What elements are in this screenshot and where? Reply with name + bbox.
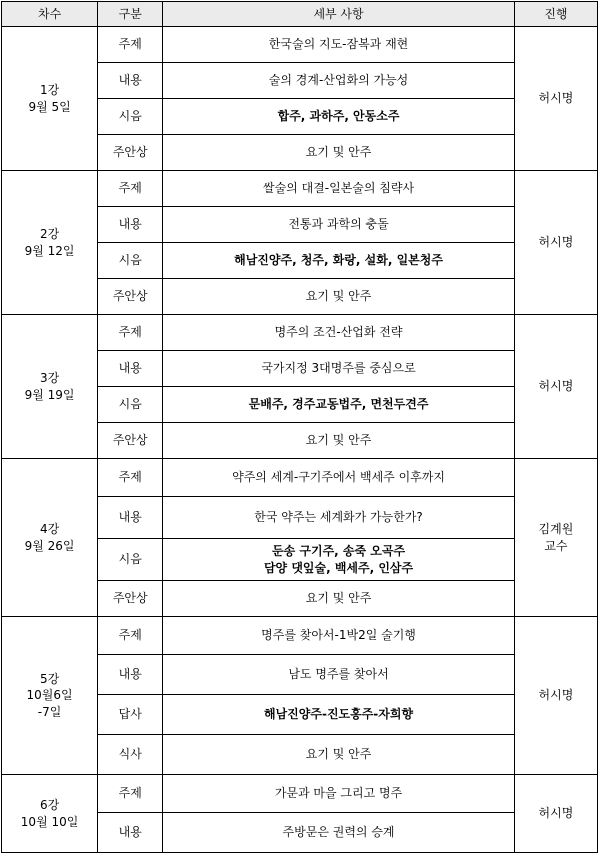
- session-cell: [2, 171, 98, 315]
- schedule-table: [1, 1, 598, 853]
- table-row: [2, 27, 598, 63]
- category-cell: 식사: [98, 735, 163, 775]
- detail-cell: 주방문은 권력의 승계: [163, 813, 515, 853]
- session-cell: [2, 617, 98, 775]
- leader-cell: 허시명: [514, 617, 597, 775]
- detail-cell: 약주의 세계-구기주에서 백세주 이후까지: [163, 459, 515, 497]
- category-cell: 내용: [98, 351, 163, 387]
- category-cell: 주제: [98, 27, 163, 63]
- category-cell: 주제: [98, 315, 163, 351]
- detail-cell: 요기 및 안주: [163, 135, 515, 171]
- detail-cell: 술의 경계-산업화의 가능성: [163, 63, 515, 99]
- session-cell: [2, 27, 98, 171]
- detail-cell: 합주, 과하주, 안동소주: [163, 99, 515, 135]
- detail-line: 둔송 구기주, 송죽 오곡주: [272, 544, 406, 559]
- session-date: 9월 12일: [24, 243, 75, 258]
- category-cell: 주제: [98, 459, 163, 497]
- leader-cell: 허시명: [514, 775, 597, 853]
- category-cell: 주안상: [98, 581, 163, 617]
- detail-cell: 전통과 과학의 충돌: [163, 207, 515, 243]
- category-cell: 주제: [98, 617, 163, 655]
- detail-cell: [163, 539, 515, 581]
- session-cell: [2, 459, 98, 617]
- session-title: 3강: [39, 371, 60, 386]
- session-date: 10월6일: [26, 688, 73, 703]
- session-date: 9월 5일: [28, 99, 71, 114]
- session-title: 4강: [39, 522, 60, 537]
- category-cell: 내용: [98, 813, 163, 853]
- detail-cell: 요기 및 안주: [163, 735, 515, 775]
- detail-cell: 명주를 찾아서-1박2일 술기행: [163, 617, 515, 655]
- detail-cell: 요기 및 안주: [163, 423, 515, 459]
- session-date: 10월 10일: [20, 814, 79, 829]
- leader-cell: 허시명: [514, 315, 597, 459]
- session-date: -7일: [37, 704, 62, 719]
- detail-cell: 요기 및 안주: [163, 279, 515, 315]
- table-row: [2, 459, 598, 497]
- detail-cell: 한국 약주는 세계화가 가능한가?: [163, 497, 515, 539]
- detail-cell: 해남진양주-진도홍주-자희향: [163, 695, 515, 735]
- session-date: 9월 19일: [24, 387, 75, 402]
- category-cell: 시음: [98, 387, 163, 423]
- header-details: 세부 사항: [163, 2, 515, 27]
- session-title: 1강: [39, 83, 60, 98]
- detail-line: 담양 댓잎술, 백세주, 인삼주: [263, 560, 414, 575]
- session-title: 5강: [39, 672, 60, 687]
- category-cell: 내용: [98, 497, 163, 539]
- session-title: 2강: [39, 227, 60, 242]
- detail-cell: 쌀술의 대결-일본술의 침략사: [163, 171, 515, 207]
- category-cell: 주제: [98, 775, 163, 813]
- leader-title: 교수: [544, 538, 568, 553]
- detail-cell: 국가지정 3대명주를 중심으로: [163, 351, 515, 387]
- category-cell: 시음: [98, 99, 163, 135]
- table-row: [2, 617, 598, 655]
- session-date: 9월 26일: [24, 538, 75, 553]
- table-row: [2, 171, 598, 207]
- category-cell: 답사: [98, 695, 163, 735]
- detail-cell: 문배주, 경주교동법주, 면천두견주: [163, 387, 515, 423]
- category-cell: 시음: [98, 243, 163, 279]
- detail-cell: 한국술의 지도-잠복과 재현: [163, 27, 515, 63]
- detail-cell: 해남진양주, 청주, 화랑, 설화, 일본청주: [163, 243, 515, 279]
- header-session: 차수: [2, 2, 98, 27]
- category-cell: 내용: [98, 655, 163, 695]
- category-cell: 주제: [98, 171, 163, 207]
- detail-cell: 요기 및 안주: [163, 581, 515, 617]
- leader-cell: [514, 459, 597, 617]
- detail-cell: 명주의 조건-산업화 전략: [163, 315, 515, 351]
- table-row: [2, 775, 598, 813]
- header-leader: 진행: [514, 2, 597, 27]
- table-row: [2, 315, 598, 351]
- session-cell: [2, 315, 98, 459]
- detail-cell: 남도 명주를 찾아서: [163, 655, 515, 695]
- category-cell: 주안상: [98, 135, 163, 171]
- session-cell: [2, 775, 98, 853]
- leader-cell: 허시명: [514, 171, 597, 315]
- header-category: 구분: [98, 2, 163, 27]
- leader-cell: 허시명: [514, 27, 597, 171]
- category-cell: 주안상: [98, 423, 163, 459]
- detail-cell: 가문과 마을 그리고 명주: [163, 775, 515, 813]
- leader-name: 김계원: [538, 522, 574, 537]
- session-title: 6강: [39, 798, 60, 813]
- category-cell: 주안상: [98, 279, 163, 315]
- category-cell: 시음: [98, 539, 163, 581]
- category-cell: 내용: [98, 63, 163, 99]
- category-cell: 내용: [98, 207, 163, 243]
- header-row: [2, 2, 598, 27]
